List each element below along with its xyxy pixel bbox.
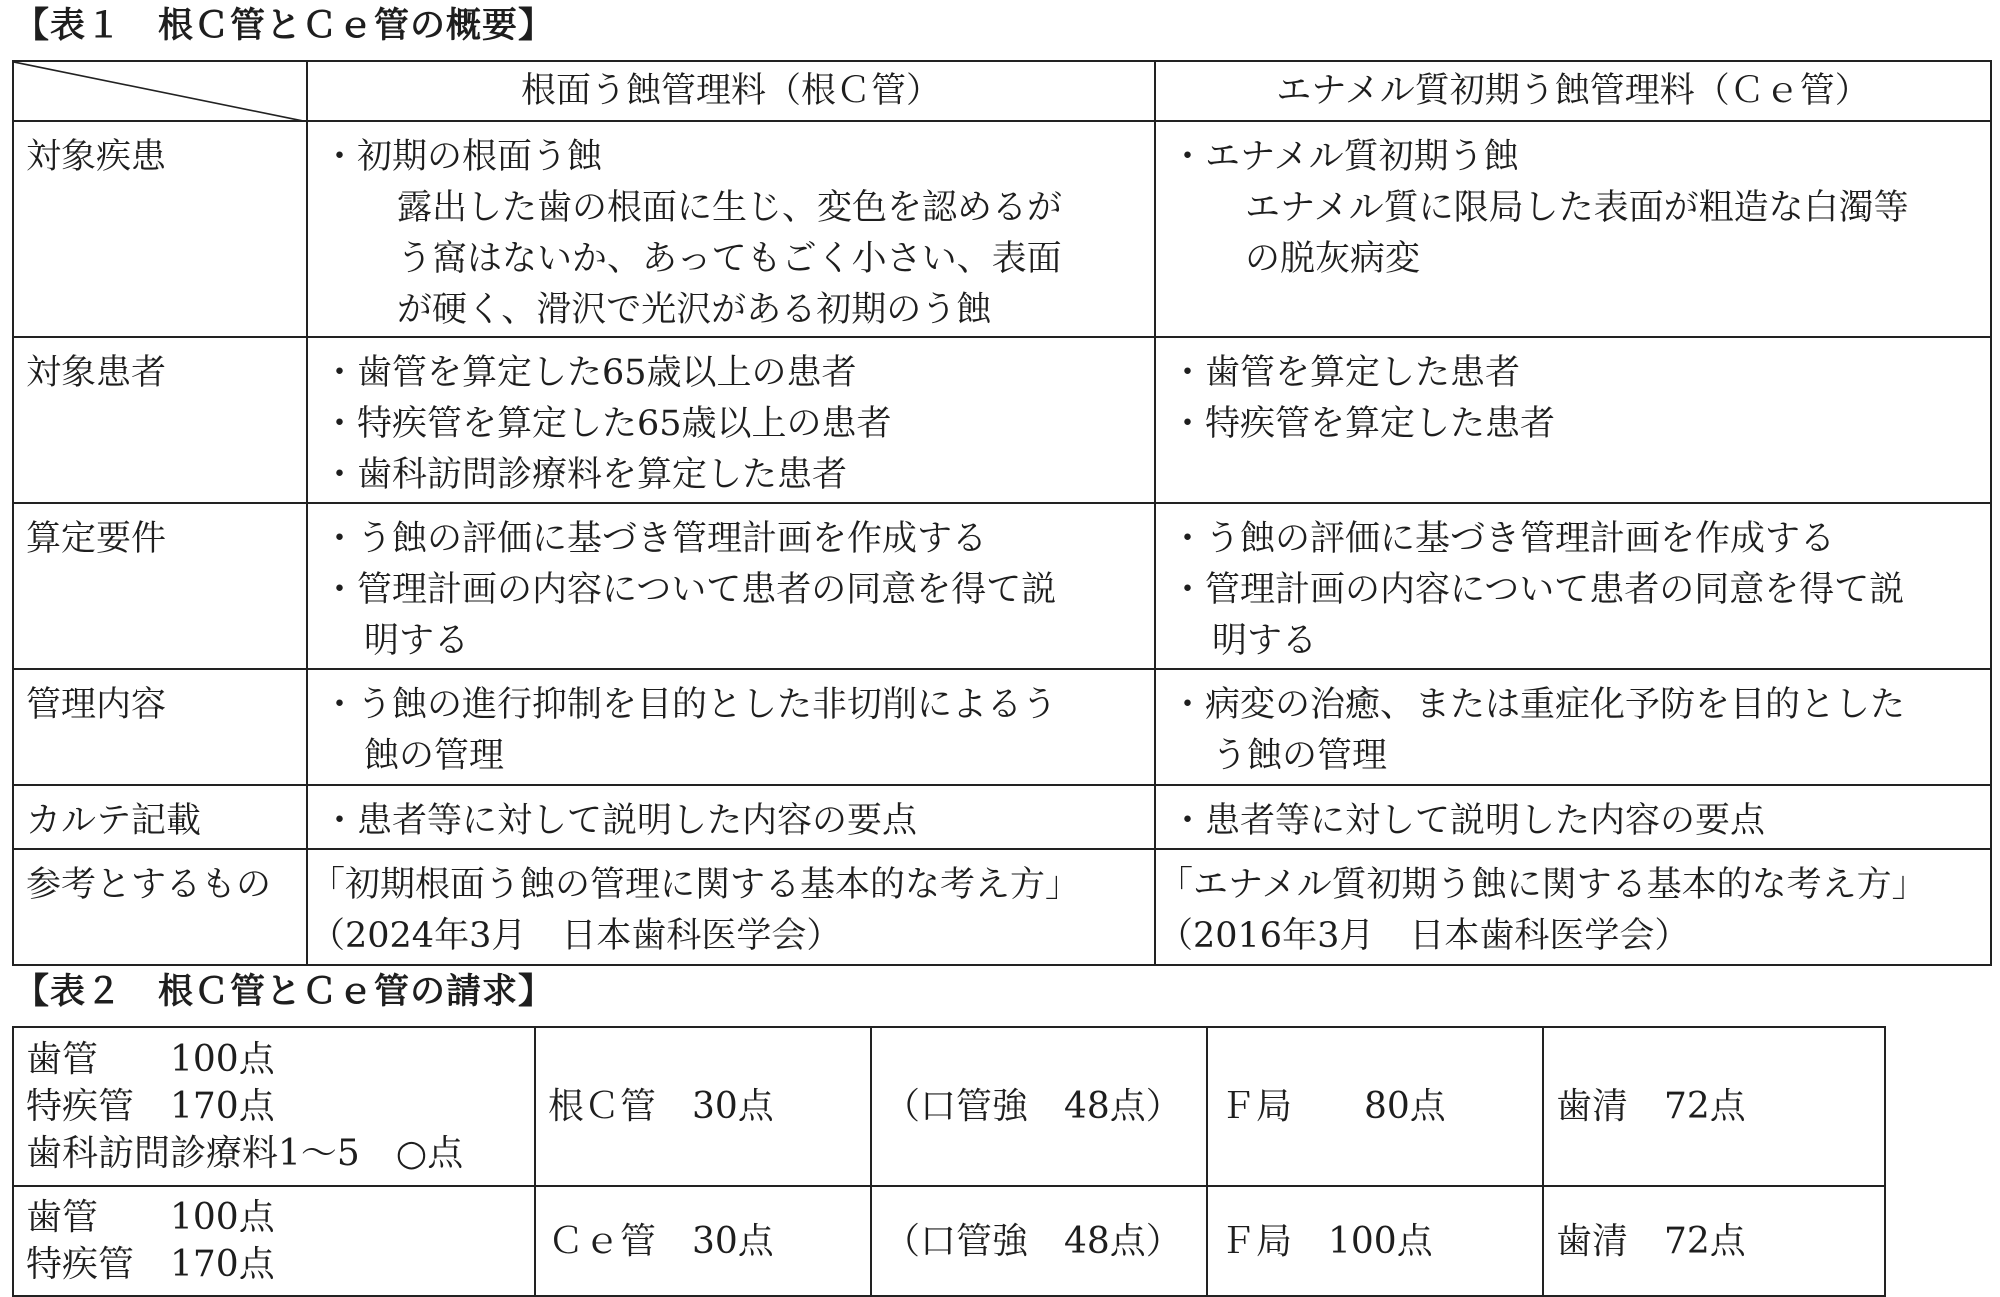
table-row [13,337,1991,503]
management-fee-cell: 根Ｃ管 30点 [535,1027,871,1186]
overview-table [12,60,1992,966]
cell-line: の脱灰病変 [1245,239,1421,279]
cell-line: 「エナメル質初期う蝕に関する基本的な考え方」 [1158,865,1927,905]
row-label: 参考とするもの [13,849,307,965]
cell-line: 特疾管 170点 [26,1244,275,1285]
table-row [13,849,1991,965]
cell-line: 特疾管 170点 [26,1086,275,1127]
cell-line: エナメル質に限局した表面が粗造な白濁等 [1245,188,1909,228]
table-row [13,503,1991,669]
fluoride-fee-cell: Ｆ局 100点 [1207,1186,1543,1296]
table-row [13,669,1991,785]
cell-enamel-caries [1155,503,1991,669]
base-fee-cell [13,1027,535,1186]
row-label: 算定要件 [13,503,307,669]
billing-table [12,1026,1886,1297]
cell-line: が硬く、滑沢で光沢がある初期のう蝕 [397,290,992,330]
cell-line: 明する [364,621,470,661]
cleaning-fee-cell: 歯清 72点 [1543,1186,1885,1296]
cell-enamel-caries [1155,785,1991,849]
table-row [13,121,1991,337]
cell-line: ・特疾管を算定した患者 [1170,404,1556,444]
column-header-root-caries: 根面う蝕管理料（根Ｃ管） [307,61,1155,121]
table-row [13,785,1991,849]
row-label: 管理内容 [13,669,307,785]
cell-line: 露出した歯の根面に生じ、変色を認めるが [397,188,1063,228]
cell-line: 歯管 100点 [26,1197,275,1238]
table-header-row [13,61,1991,121]
column-header-enamel-caries: エナメル質初期う蝕管理料（Ｃｅ管） [1155,61,1991,121]
cell-root-caries [307,849,1155,965]
cell-line: ・初期の根面う蝕 [322,137,603,177]
cell-line: ・歯科訪問診療料を算定した患者 [322,455,848,495]
cell-line: ・病変の治癒、または重症化予防を目的とした [1170,685,1906,725]
diagonal-line [14,62,308,122]
cell-line: 歯科訪問診療料1～5 ○点 [26,1133,464,1174]
cell-line: ・管理計画の内容について患者の同意を得て説 [1170,570,1905,610]
row-label: カルテ記載 [13,785,307,849]
cell-root-caries [307,503,1155,669]
cell-enamel-caries [1155,337,1991,503]
table-row [13,1186,1885,1296]
row-label: 対象疾患 [13,121,307,337]
base-fee-cell [13,1186,535,1296]
cell-line: ・特疾管を算定した65歳以上の患者 [322,404,892,444]
cell-line: ・歯管を算定した患者 [1170,353,1521,393]
cell-line: 明する [1212,621,1318,661]
cell-line: ・う蝕の評価に基づき管理計画を作成する [322,519,988,559]
cell-line: （2024年3月 日本歯科医学会） [310,916,842,956]
diagonal-corner-cell [13,61,307,121]
cell-root-caries [307,785,1155,849]
cell-root-caries [307,121,1155,337]
cell-line: ・患者等に対して説明した内容の要点 [1170,801,1766,841]
cell-line: ・う蝕の進行抑制を目的とした非切削によるう [322,685,1058,725]
cell-line: う蝕の管理 [1212,736,1388,776]
cell-line: 蝕の管理 [364,736,505,776]
table2-caption: 【表２ 根Ｃ管とＣｅ管の請求】 [14,972,555,1012]
fluoride-fee-cell: Ｆ局 80点 [1207,1027,1543,1186]
cell-line: ・患者等に対して説明した内容の要点 [322,801,918,841]
cell-line: ・う蝕の評価に基づき管理計画を作成する [1170,519,1836,559]
cell-line: （2016年3月 日本歯科医学会） [1158,916,1690,956]
kokan-fee-cell: （口管強 48点） [871,1186,1207,1296]
cell-line: 「初期根面う蝕の管理に関する基本的な考え方」 [310,865,1081,905]
cell-line: 歯管 100点 [26,1039,275,1080]
table1-caption: 【表１ 根Ｃ管とＣｅ管の概要】 [14,6,555,46]
kokan-fee-cell: （口管強 48点） [871,1027,1207,1186]
cell-root-caries [307,337,1155,503]
cell-line: ・管理計画の内容について患者の同意を得て説 [322,570,1057,610]
row-label: 対象患者 [13,337,307,503]
cell-root-caries [307,669,1155,785]
cell-line: う窩はないか、あってもごく小さい、表面 [397,239,1062,279]
table-row [13,1027,1885,1186]
cell-line: ・歯管を算定した65歳以上の患者 [322,353,857,393]
cell-enamel-caries [1155,121,1991,337]
cell-enamel-caries [1155,669,1991,785]
cell-enamel-caries [1155,849,1991,965]
cell-line: ・エナメル質初期う蝕 [1170,137,1519,177]
management-fee-cell: Ｃｅ管 30点 [535,1186,871,1296]
cleaning-fee-cell: 歯清 72点 [1543,1027,1885,1186]
